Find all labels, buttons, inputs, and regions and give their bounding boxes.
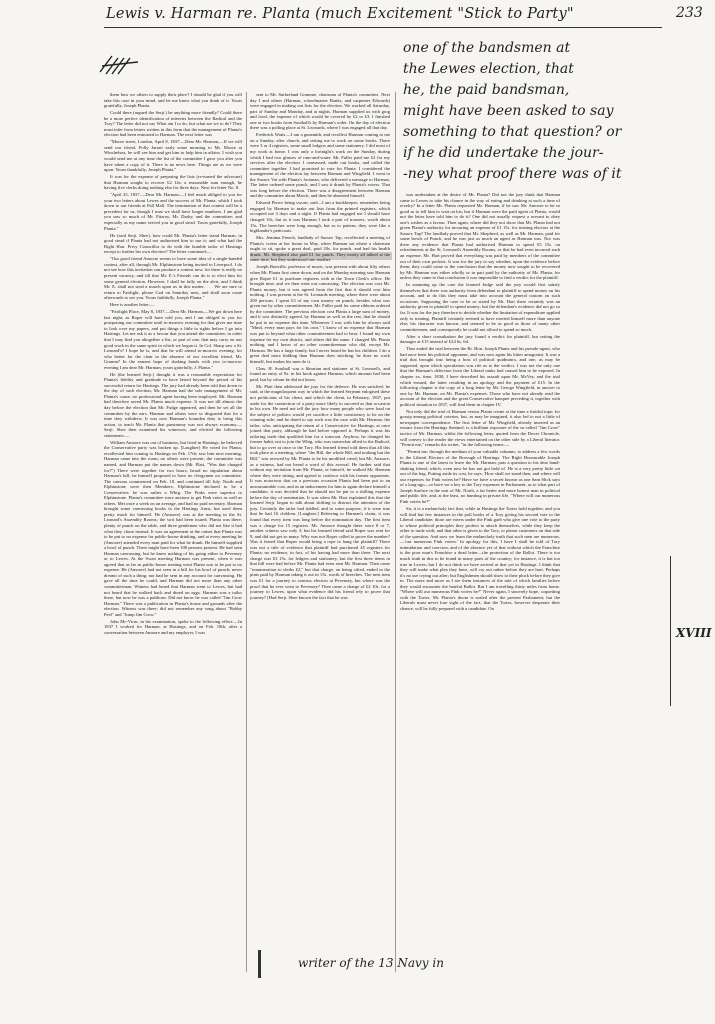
paragraph: John Mc-Vicar, in his examination, spoke to the following effect:—In 1837 I worked for Harman, at Hastings, and on Feb. 18th, after a conversation between Amoore and my employer, I was: [104, 618, 242, 635]
paragraph: Could there (argued the Serjt.) be anything more friendly? Could there be a more perfect identification of interests between the Radical and the Tory? The letter did not say What am I to do, but what are we to do? They must infer from letters written in this form that the management of Planta's election had been entrusted to Harman. The next letter was: [104, 110, 242, 138]
paragraph: was undertaken at the desire of Mr. Planta? Did not the jury think that Harman came to Lewes to take his chance in the way of eating and drinking at such a time of revelry? In a letter Mr. Planta requested Mr. Harman, if he saw Mr. Amoore to be so good as to tell him to wait on his; but if Harman were the paid agent of Planta, would not the letter have told him to do it? One did not usually request a servant to obey one's wishes as a favour. Then again, where did they not show that Mr. Planta had not given Planta's authority for incurring an expense of £1 15s. for treating electors at the Sussex Tap? The landlady proved that Mr. Shepherd, as well as Mr. Harman, paid for some bowls of Punch, and he was just as much an agent as Harman was. Nor was there any evidence that Planta had authorised Harman to spend £5 15s. on refreshments at the St. Leonard's Assembly Rooms, or that he had even incurred such an expense. Mr. Hart proved that everything was paid by members of the committee out of their own pockets. It was for the jury to say whether, upon the evidence before them, they could come to the conclusion that the money now sought to be recovered by Mr. Harman was either wholly or in part paid by the authority of Mr. Planta, for unless they came to that conclusion it was impossible to find a verdict for the plaintiff.: [400, 192, 560, 281]
paragraph: It was for the expense of preparing the lists (re-turned the advocate) that Harman sought to recover £2 14s; a reasonable sum enough, he having five clerks doing nothing else for three days. Next for letter No. 8.: [104, 174, 242, 191]
paragraph: Frederick Watts.—I am a gunsmith, and recollect Harman coming to me on a Sunday, after church, and setting me to work on some books. There were 3 or 4 registers, some small lodgers and some stationery. I did most of my work at home. I was only a fortnight's work on the Sunday, during which I had two glasses of rum-and-water. Mr. Fuller paid me £2 for my services after the election. I canvassed, made out books, and called the committee together. I had promised to vote for Planta. I considered the management of the election lay between Harman and Wingfield. I went to the Sussex Vat with Planta's footman, who delivered a message to Harman. The latter ordered some punch, and I saw it drunk by Planta's voters. That was long before the election. There was a disagreement between Harman and the committee about March, and then he absented himself.: [250, 132, 390, 199]
paragraph: After a short consultation the jury found a verdict for plaintiff, but setting the damages at £15 instead of £24 6s. 6d.: [400, 333, 560, 345]
handwritten-header: Lewis v. Harman re. Planta (much Excitement "Stick to Party": [106, 6, 574, 22]
margin-bracket: [662, 556, 671, 706]
paragraph: "Moore street, London, April 8, 1837.—Dear Mr. Harman,—If we will send our friend, Polly Jarratt early some morning to Mr. Moore at Winchelsea, he will see him and get him to help him in affairs. I wish you would send me at any time the list of the committee I gave you after you have taken a copy of it. There is no news here. Things are as we were upon. Yours thankfully, Joseph Planta.": [104, 139, 242, 173]
margin-note-line: -ney what proof there was of it: [403, 166, 622, 182]
paragraph: "Our good friend Amoore seems to have some idea of a single-handed contest, after all, through Mr. Elphinstone being invited to Liverpool. I do not see how this invitation can produce a contest now, for there is really no present vacancy, and till that Mr. E.'s Friends can do is to elect him for some general election. However, I shall be fully on the alert, and I think Mr. E. shall not steal a march upon us in this matter. . . . We are sure to return to Fairlight, please God on Saturday next, and shall soon come afterwards to see you. Yours faithfully, Joseph Planta.": [104, 256, 242, 301]
paragraph: Not only did the trial of Harman versus Planta create at the time a fruitful topic for gossip among political coteries, but, as may be imagined, it also led to not a little of newspaper correspondence. The first letter of Mr. Wingfield, already inserted as an extract from the Hastings Sentinel, is a brilliant exposure of the so-called "Jim Crow" tactics of Mr. Harman, whilst the following letter, quoted from the Dover Chronicle, will convey to the reader the views entertained on the other side by a Liberal literator. "Permit me," remarks the writer, "in the following terms:—: [400, 408, 560, 448]
paragraph: Mr. Platt then addressed the jury for the defence. He was satisfied, he said, at the magniloquent way in which the learned Serjeant eulogised these not politicians of his client, and which the client, in February, 1837, put aside for the connection of a party more likely to succeed as that occasion in his own. He need not tell the jury how many people who were loud on the subject of politics would yet sacrifice a little consistency to be on the winning side; and he dared to say such was the case with Mr. Harman, the tailor, who, anticipating the return of a Conservative for Hastings, at once joined that party, although he had before opposed it. Perhaps it was his tailoring trade that qualified him for a turncoat. Anyhow, he changed his former habit, not to join the Whig, who was somewhat allied to the Radical, but to go over at once to the Tory. His learned friend told them that all this took place at a meeting, where "the Bill, the whole Bill, and nothing but the Bill," was avowed by Mr. Planta to be his modified creed; but Mr. Amoore, as a witness, had not heard a word of this avowal. He further said that without any invitation from Mr. Planta, or himself, he walked Mr. Harman where they were sitting, and agreed to coalesce with his former opponents. It was notorious that on a previous occasion Planta had been put to an unwarrantable cost, and as an inducement for him to again declare himself a candidate, it was decided that he should not be put to a shilling expense before the day of nomination. It was when Mr. Hart explained this that the learned Serjt. began to talk about shifting to distract the attention of the jury. Certainly the tailor had tiddled, and to some purpose, if it were true that he had 16 children. [Laughter.] Referring to Harman's claim, it was found that every item was long before the nomination day. The first item was a charge for 15 registers. Mr. Amoore thought there were 8 or 7, another witness saw only 3; but his learned friend said Roper was sent for 9, and did not get so many. Why was not Roper called to prove the number? Was it feared that Roper would bring a rope to hang the plaintiff? There was not a title of evidence that plaintiff had purchased 45 registers for Planta; no evidence, in fact, of his having had more than three. The next charge was £3 15s. for ledgers and stationery, but the first three items in that bill were had before Mr. Planta had even sent Mr. Harman. Then came "remuneration to clerks £2," but that charge, on being sifted, ended in the pints paid by Harman taking it out in 15s. worth of breeches. The next item was £1 for a journey to canvass electors at Pevensey, but where was the proof that he ever went to Pevensey? Then came a charge of £2 10s. for a journey to Lewes; upon what evidence did his friend rely to prove that journey? [Had Serjt. Shee known the fact that he was: [250, 383, 390, 600]
paragraph: He (the learned Serjt.) thought it was a reasonable expectation for Planta's fidelity and gratitude to have lasted beyond the period of his successful return for Hastings. The jury had already been told that down to the day of such election, Mr. Harman had the sole management of Mr. Planta's cause, no professional agent having been employed. Mr. Harman had therefore saved Mr. Planta much expense. It was not till almost the day before the election that Mr. Fudge appeared, and then he set all the committee by the ears. Harman and others were so disgusted that for a time they withdrew. It was now Harman's bounden duty to bring this action, to teach Mr. Planta that parsimony was not always economy.—Serjt. Shee then examined his witnesses, and elicited the following statements:—: [104, 371, 242, 438]
margin-note-line: he, the paid bandsman,: [403, 82, 570, 98]
text-column-2: [250, 92, 390, 972]
text-column-3: [400, 192, 560, 972]
margin-note-line: if he did undertake the jour-: [403, 145, 604, 161]
margin-note-line: the Lewes election, that: [403, 61, 574, 77]
paragraph: Here is another letter:—: [110, 302, 155, 308]
column-divider: [246, 92, 247, 972]
paragraph: Joseph Bonville, professor of music, was present with about fifty others when Mr. Planta first came down, and on the Monday morning saw Harman give Roper £1 to purchase registers with at the Town Clerk's office. He brought nine, and we then went out canvassing. The election was cost Mr. Planta money, but it was agreed from the first that it should cost him nothing. I was present at the St. Leonards meeting, where there were about 200 persons. I spent £3 of my own money on punch, besides what was given me by other committeemen. Mr. Fuller paid for some ribbons ordered by the committee. The previous election cost Planta a large sum of money, and it was distinctly agreed, by Harman as well as the rest, that he should be put to no expense this time. Whenever I was with him he always said "Mind, every man pays for his own." I know of no expense that Harman was put to beyond what other committeemen had to bear. I found my own expense for my own district, and others did the same. I charged Mr. Planta nothing, and I know of no other committeeman who did, except Mr. Harman. He has a large family, but I never heard he has his children. I do a great deal more bidding than Harman does stitching, he does no work himself, but makes his men do it.: [250, 264, 390, 364]
paragraph: Thus ended the trial between the Rt. Hon. Joseph Planta and his pseudo-agent, who had once been his political opponent, and was now again his bitter antagonist. It was a trial that brought into being a host of political quidnuncs, and one, as may be supposed, upon which speculation was rife as to the verdict. I was not the only one that the Harman's defection from the Liberal ranks had caused him to be exposed. In chapter xx, time, 1838, I have described his assault upon Mr. McVey, and the trial which ensued, the latter resulting in an apology and the payment of £15. In the following chapter is the copy of a long letter by Mr. George Wingfield, in answer to one by Mr. Harman, on Mr. Planta's expenses. Those who have not already read the account of the election and the great Conservative banquet preceding it, together with political situation in 1837, will find them in chapter IV.: [400, 346, 560, 407]
margin-note-line: something to that question? or: [403, 124, 622, 140]
paragraph: "Fairlight Place, May 8, 1837.—Dear Mr. Harman,—We got down here last night, as Roper will have told you, and I am obliged to you for postponing our committee until to-morrow evening for that gives me time to look over my papers, and put things a little to rights before I go into Hastings. Let me ask it as a favour that you attend the committee, in order that I may find you altogether a list, or part of one, that may carry on our good work in the same spirit in which we began it. In Col. Sharp saw a St. Leonard's? I hope he is, and that he will attend to-morrow evening, for who better for the chair in the absence of our excellent friend, Mr. Gramm? In the earnest hope of shaking hands with you to-morrow evening I am dear Mr. Harman, yours gratefully, J. Planta.": [104, 309, 242, 370]
footer-mark: [258, 950, 261, 978]
corner-scribble-mark: [98, 52, 144, 78]
margin-note-line: might have been asked to say: [403, 103, 614, 119]
paragraph: Sir, it is a melancholy fact that, while in Hastings the Tories hold together, and you will find but few instances in the poll books of a Tory giving his second vote to the Liberal candidate; those are voters under the Fink garb who give one vote to the party to whose political principles they profess to attach themselves, while they keep the other to trade with; and that other is given to the Tory, to please customers on that side of the question. And now we learn the melancholy truth that such men are numerous,—'our numerous Fink voters.' In apology for this, I have I shall be told of Tory intimidation and coercion, and of the absence yet of that without which the Franchise is the poor man's Franchise a dead letter—the protection of the Ballot. There is too much truth in this to be found in many parts of the country; for instance, it is but too true in Lewes; but I do not think we have arrived at that yet in Hastings. I think that they will make what plea they have, will cry out rather before they are hurt. Perhaps it's no use crying out after; but Englishmen should show to their pluck before they give in. The more and more as I see them instances of the rule of which families before they would encounter the hateful Ballot. But I am travelling thirty miles from home. "Where will our numerous Fink voters be?" Never again, I sincerely hope, coquetting with the Tories. Mr. Planta's doom is sealed after the present Parliament; but the Liberals must never lose sight of the fact, that the Tories, however desperate their chance, will be fully prepared with a candidate. On: [400, 506, 560, 611]
column-divider: [395, 92, 396, 972]
paragraph: In summing up the case the learned Judge said the jury would first satisfy themselves that there was authority from defendant to plaintiff to spend money on his account, and to do this they must take into account the general custom on such occasions. Supposing the case to be as stated by Mr. Hart there certainly was an authority given to plaintiff to spend money; but the defendant's evidence did not go so far. It was for the jury therefore to decide whether the limitation of expenditure applied only to treating. Plaintiff certainly seemed to have exerted himself more than anyone else; his character was known, and seemed to be as good as those of many other committeemen, and consequently he could not afford to spend so much.: [400, 282, 560, 332]
header-underline: [104, 27, 662, 28]
paragraph: "Permit me, through the medium of your valuable columns, to address a few words to the Liberal Electors of the Borough of Hastings. The Right Honourable Joseph Planta is one of the latest to leave the Mr. Harman, puts a question to his dear hand-shaking friend, which, even now he has not got hold of. He is a very pretty little cat out of the bag. Putting aside its cost, he says, 'How shall we stand then, and where will our expenses for Fink voters be? Have we have a secret known as one Sam Slick says of a long-ago—or have we a key to the Tory expenses in Parliament, as to what part of Joseph Surface in the seat of Mr. North, a far better and more honest man in political and public life, and, at the least, no humbug in private life. "Where will our numerous Fink voters be?": [400, 449, 560, 505]
paragraph: He (said Serjt. Shee), how could Mr. Planta's letter stand Harman, in good stead if Planta had not authorised him to use it; and what had the Right Hon. Privy Councillor to do with the humble tailor of Hastings except to further his own election? The letter continued:—: [104, 232, 242, 255]
handwritten-footer-note: writer of the 13 Navy in: [298, 956, 444, 970]
page-number: 233: [676, 5, 703, 21]
paragraph: them how we others to supply their place? I should be glad if you will take this case in your mind, and let me know what you think of it. Yours gratefully, Joseph Planta.: [104, 92, 242, 109]
paragraph: Mrs. Jemima French, landlady of Sussex Tap, recollected a meeting of Planta's voters at her house in May, when Harman sat where a chairman ought to sit, spoke a great deal, paid 20s. for punch, and had his health drunk. Mr. Shepherd also paid £1 for punch. They nearly all talked at the same time, but they understood one another.: [250, 235, 390, 263]
paragraph: sent to Mr. Sutherland Gramme, chairman of Planta's committee. Next day I and others (Harman, schoolmaster Banks, and carpenter Edwards) were engaged in making out lists for the election. We worked all Saturday, part of Sunday and Monday, and at nights. Harman supplied us with grog and food, the expense of which would be covered by £2 or £3. I finished one or two books from Southall's by Harman's order. On the day of election there was a polling place at St. Leonards, where I was engaged all that day.: [250, 92, 390, 131]
paragraph: Chas. H. Southall was a librarian and stationer at St. Leonard's, and found an entry of 8s. in his book against Harman, which amount had been paid, but by whom he did not know.: [250, 365, 390, 382]
paragraph: Edward Pierce being sworn, said—I am a bookkeeper; remember being engaged by Harman to make out lists from the printed registers, which occupied me 3 days and a night. If Planta had engaged me I should have charged 10s, but as it was Harman I took a pair of trousers, worth about 15s. The breeches were long enough, but as to pattern, they were like a highlander's petticoats.: [250, 200, 390, 234]
text-column-1: [104, 92, 242, 972]
paragraph: William Amoore was out of business, but lived in Hastings; he believed the Conservative party was broken up. [Laughter] He voted for Planta; recollected him coming to Hastings on Feb. 17th; saw him next morning. Harman came into the room; no others were present; the committee was named, and Harman put the names down (Mr. Platt, "Was that charged for?") There were together for two hours; heard no stipulation about Harman's bill; he himself proposed to have no clergymen on committee. The canvass commenced on Feb. 18, and continued till July. North and Elphinstone were then Members; Elphinstone declared to be a Conservative; he was rather a Whig: The Finks were superior to Elphinstone. Planta's committee were anxious to get Fink votes as well as others. Met once a week on an average, and had no paid secretary. Harman brought some canvassing books to the Hastings Arms, but used them pretty much for himself. He (Amoore) was at the meeting in the St. Leonard's Assembly Rooms; the writ had been issued; Planta was there; plenty of punch on the table, and three gentlemen who did not like it had what they chose instead. It was an agreement at the outset that Planta was to be put to no expense for public-house drinking, and at every meeting he (Amoore) attended every man paid for what he drank. He himself supplied a bowl of punch. There might have been 100 persons present. He had seen Harman canvassing, but he knew nothing of his going either to Pevensey or to Lewes. At the Swan meeting Harman was present, when it was agreed that as far as public-house treating went Planta was to be put to no expense. He (Amoore) had not seen in a bill for his bowl of punch; never dreamt of such a thing; nor had he sent in any account for canvassing. He gave all the time he could, and Harman did not more than any other committeeman. Witness had heard that Harman went to Lewes, but had not heard that he walked back and dined on eggs. Harman was a tailor there, but now he was a publican. Did not know he was called "Jim Crow Harman." There was a publication in Planta's house and grounds after the election. Witness was there; did not remember any song about "Bobby Peel" and "Jump Jim Crow.": [104, 439, 242, 617]
paragraph: "April 25, 1837.—Dear Mr. Harman,—I feel much obliged to you for your two letters about Lewes and the success of Mr. Planta, which I took down to our friends at Pall Mall. The termination of that contest will be a precedent for us, though I trust we shall have longer numbers. I am glad you saw so much of Mr. Fitzroy, Mr. Darby, and the committee; and especially as my name served you in good stead. Yours gratefully, Joseph Planta.": [104, 192, 242, 231]
handwritten-margin-note: [403, 38, 693, 185]
side-mark: XVIII: [676, 626, 712, 640]
margin-note-line: one of the bandsmen at: [403, 40, 571, 56]
